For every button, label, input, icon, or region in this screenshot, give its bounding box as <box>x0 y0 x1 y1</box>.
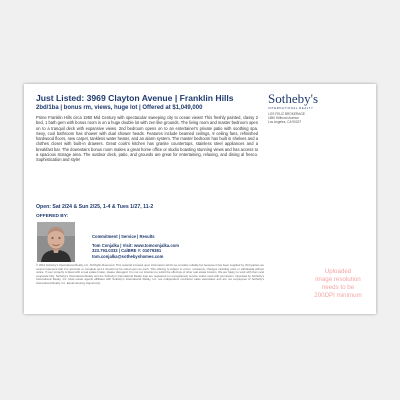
offered-by-label: OFFERED BY: <box>36 214 69 219</box>
brand-address-line2: Los Angeles, CA 90027 <box>268 120 302 125</box>
agent-phone-license: 323.793.0333 | CalBRE #: 01079381 <box>92 248 162 254</box>
resolution-warning-line3: needs to be <box>321 284 355 291</box>
listing-subhead: 2bd/1ba | bonus rm, views, huge lot | Offered at $1,049,000 <box>36 105 203 111</box>
legal-disclaimer: © 2012 Sotheby's International Realty, Inc. All Rights Reserved. This material is based upon information which we consider reliable but because it has been supplied by third parties we cannot represent that it is accurate or complete and it should not be relied upon as such. This offering is subject to errors, omissions, changes including price or withdrawal without notice. If your property is listed with a real estate broker, please disregard. It is not our intention to solicit the offerings of other real estate brokers. We are happy to work with them and cooperate fully. Sotheby's International Realty and the Sotheby's International Realty logo are registered (or unregistered) service marks used with permission. Operated by Sotheby's International Realty, Inc. Real estate agents affiliated with Sotheby's International Realty, Inc. are independent contractor sales associates and are not employees of Sotheby's International Realty, Inc. Equal Housing Opportunity. <box>36 263 264 285</box>
resolution-warning-line4: 200DPI minimum <box>314 292 362 299</box>
resolution-warning-line1: Uploaded <box>324 268 352 275</box>
brand-block <box>268 92 368 125</box>
brand-address-line1: 1850 Hillhurst Avenue <box>268 116 299 121</box>
agent-email: tom.conjalka@sothebyshomes.com <box>92 253 164 259</box>
resolution-warning <box>302 268 374 300</box>
brand-logo-sub: INTERNATIONAL REALTY <box>268 106 314 110</box>
postcard <box>24 84 376 314</box>
open-house-times: Open: Sat 2/24 & Sun 2/25, 1-4 & Tues 1/27, 11-2 <box>36 204 154 210</box>
agent-portrait-icon <box>37 222 75 262</box>
listing-description: Prime Franklin Hills circa 1950 Mid Century with spectacular sweeping city to ocean views! This freshly painted, classy 2 bed, 1 bath gem with bonus room is on a huge double lot with zen like grounds. The living room and master bedroom open on to a tranquil deck with expansive views. 2nd bedroom opens on to an entertainer's private patio with soothing spa. Sexy, cool bathroom has shower with dual shower heads. Features include beamed ceilings, 9 ceiling fans, refinished hardwood floors, new carpet, tankless water heater, and an alarm system. The master bedroom has built in shelves and a clothes closet with built-in drawers. Great cook's kitchen has granite countertops, stainless steel appliances and a breakfast bar. The downstairs bonus room makes a great home office or studio boasting stunning views and has access to a spacious storage area. The outdoor deck, patio, and grounds are great for entertaining, relaxing, and dining al fresco. Sophistication and style! <box>36 115 258 162</box>
resolution-warning-line2: image resolution <box>315 276 361 283</box>
brand-logo-name: Sotheby's <box>268 91 319 106</box>
brand-office: LOS FELIZ BROKERAGE <box>268 112 306 116</box>
agent-tagline: Commitment | Service | Results <box>92 234 155 239</box>
listing-headline: Just Listed: 3969 Clayton Avenue | Franklin Hills <box>36 93 234 103</box>
agent-contact <box>92 234 262 259</box>
agent-photo <box>37 222 75 262</box>
agent-name-website: Tom Conjalka | Visit: www.tomconjalka.com <box>92 242 179 248</box>
